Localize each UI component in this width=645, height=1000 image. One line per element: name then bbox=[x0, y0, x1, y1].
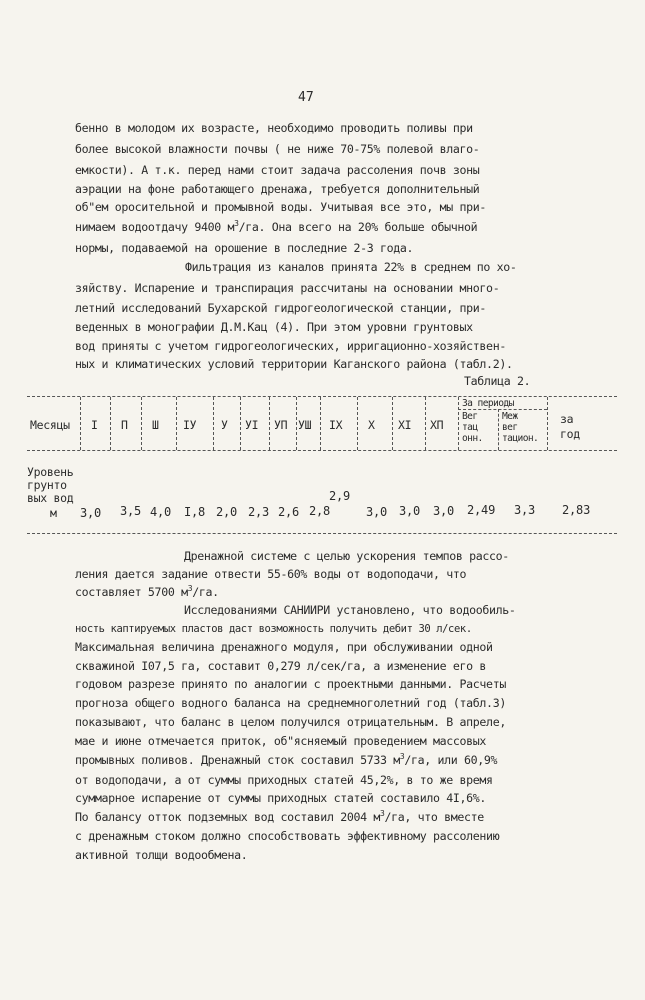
table-cell: 2,83 bbox=[562, 503, 591, 517]
header-month: I bbox=[91, 418, 98, 432]
col-separator bbox=[80, 397, 81, 450]
table-cell: 2,49 bbox=[467, 503, 496, 517]
col-separator bbox=[176, 397, 177, 450]
table-cell: 3,0 bbox=[399, 504, 421, 518]
text-line: Исследованиями САНИИРИ установлено, что водообиль- bbox=[184, 603, 516, 617]
table-bottom-rule bbox=[27, 533, 617, 534]
text-line: По балансу отток подземных вод составил 2004 $м^3/га$, что вместе bbox=[75, 809, 484, 824]
col-separator bbox=[296, 397, 297, 450]
col-separator bbox=[213, 397, 214, 450]
header-periods: За периоды bbox=[462, 398, 514, 409]
header-year: за год bbox=[560, 412, 580, 441]
text-line: аэрации на фоне работающего дренажа, требуется дополнительный bbox=[75, 182, 480, 196]
text-line: годовом разрезе принято по аналогии с проектными данными. Расчеты bbox=[75, 677, 506, 691]
col-separator bbox=[498, 409, 499, 450]
text-line: летний исследований Бухарской гидрогеологической станции, при- bbox=[75, 301, 487, 315]
text-line: веденных в монографии Д.М.Кац (4). При этом уровни грунтовых bbox=[75, 320, 473, 334]
text-line: Фильтрация из каналов принята 22% в среднем по хо- bbox=[185, 260, 517, 274]
header-month: IX bbox=[329, 418, 343, 432]
text-line: ность каптируемых пластов даст возможность получить дебит 30 л/сек. bbox=[75, 623, 472, 635]
table-cell: 3,5 bbox=[120, 504, 142, 518]
header-month: У bbox=[221, 418, 228, 432]
col-separator bbox=[425, 397, 426, 450]
text-line: мае и июне отмечается приток, об"ясняемый проведением массовых bbox=[75, 734, 487, 748]
col-separator bbox=[320, 397, 321, 450]
table-cell: 3,0 bbox=[366, 505, 388, 519]
text-line: показывают, что баланс в целом получился отрицательным. В апреле, bbox=[75, 715, 506, 729]
header-month: УШ bbox=[298, 418, 312, 432]
text-line: Дренажной системе с целью ускорения темпов рассо- bbox=[184, 549, 509, 563]
col-separator bbox=[458, 397, 459, 450]
text-line: ных и климатических условий территории Каганского района (табл.2). bbox=[75, 357, 513, 371]
col-separator bbox=[141, 397, 142, 450]
table-cell: 4,0 bbox=[150, 505, 172, 519]
table-cell: I,8 bbox=[184, 505, 206, 519]
col-separator bbox=[240, 397, 241, 450]
table-cell: 2,9 bbox=[329, 489, 351, 503]
table-cell: 2,6 bbox=[278, 505, 300, 519]
col-separator bbox=[110, 397, 111, 450]
col-separator bbox=[547, 397, 548, 450]
header-month: IУ bbox=[183, 418, 197, 432]
header-months: Месяцы bbox=[30, 418, 70, 432]
header-period-mezhveg: Меж вег тацион. bbox=[502, 411, 539, 444]
period-subrule bbox=[458, 409, 547, 410]
table-cell: 3,0 bbox=[80, 506, 102, 520]
table-cell: 3,3 bbox=[514, 503, 536, 517]
table-cell: 2,3 bbox=[248, 505, 270, 519]
header-month: УП bbox=[274, 418, 288, 432]
row-label: Уровень грунто вых вод bbox=[27, 465, 74, 505]
text-line: нормы, подаваемой на орошение в последние 2-3 года. bbox=[75, 241, 414, 255]
page-number: 47 bbox=[298, 90, 314, 105]
header-month: XП bbox=[430, 418, 444, 432]
text-line: ления дается задание отвести 55-60% воды от водоподачи, что bbox=[75, 567, 467, 581]
table-cell: 2,0 bbox=[216, 505, 238, 519]
header-month: УI bbox=[245, 418, 259, 432]
text-line: вод приняты с учетом гидрогеологических, ирригационно-хозяйствен- bbox=[75, 339, 506, 353]
text-line: нимаем водоотдачу 9400 $м^3/га$. Она всего на 20% больше обычной bbox=[75, 219, 478, 234]
header-period-veg: Вег тац онн. bbox=[462, 411, 483, 444]
table-caption: Таблица 2. bbox=[464, 374, 531, 388]
table-header-rule bbox=[27, 450, 617, 451]
text-line: с дренажным стоком должно способствовать эффективному рассолению bbox=[75, 829, 500, 843]
text-line: прогноза общего водного баланса на среднемноголетний год (табл.3) bbox=[75, 696, 506, 710]
row-unit: м bbox=[50, 506, 57, 520]
text-line: суммарное испарение от суммы приходных статей составило 4I,6%. bbox=[75, 791, 487, 805]
table-top-rule bbox=[27, 396, 617, 397]
table-cell: 2,8 bbox=[309, 504, 331, 518]
header-month: П bbox=[121, 418, 128, 432]
text-line: емкости). А т.к. перед нами стоит задача рассоления почв зоны bbox=[75, 163, 480, 177]
table-cell: 3,0 bbox=[433, 504, 455, 518]
text-line: от водоподачи, а от суммы приходных статей 45,2%, в то же время bbox=[75, 773, 493, 787]
col-separator bbox=[357, 397, 358, 450]
text-line: Максимальная величина дренажного модуля, при обслуживании одной bbox=[75, 640, 493, 654]
text-line: промывных поливов. Дренажный сток составил 5733 $м^3/га$, или 60,9% bbox=[75, 752, 498, 767]
header-month: XI bbox=[398, 418, 412, 432]
text-line: более высокой влажности почвы ( не ниже 70-75% полевой влаго- bbox=[75, 142, 480, 156]
text-line: бенно в молодом их возрасте, необходимо проводить поливы при bbox=[75, 121, 473, 135]
text-line: активной толщи водообмена. bbox=[75, 848, 248, 862]
header-month: X bbox=[368, 418, 375, 432]
text-line: зяйству. Испарение и транспирация рассчитаны на основании много- bbox=[75, 281, 500, 295]
col-separator bbox=[269, 397, 270, 450]
col-separator bbox=[392, 397, 393, 450]
text-line: скважиной I07,5 га, составит 0,279 л/сек/га, а изменение его в bbox=[75, 659, 487, 673]
text-line: составляет 5700 $м^3/га$. bbox=[75, 584, 219, 599]
header-month: Ш bbox=[152, 418, 159, 432]
text-line: об"ем оросительной и промывной воды. Учитывая все это, мы при- bbox=[75, 200, 487, 214]
